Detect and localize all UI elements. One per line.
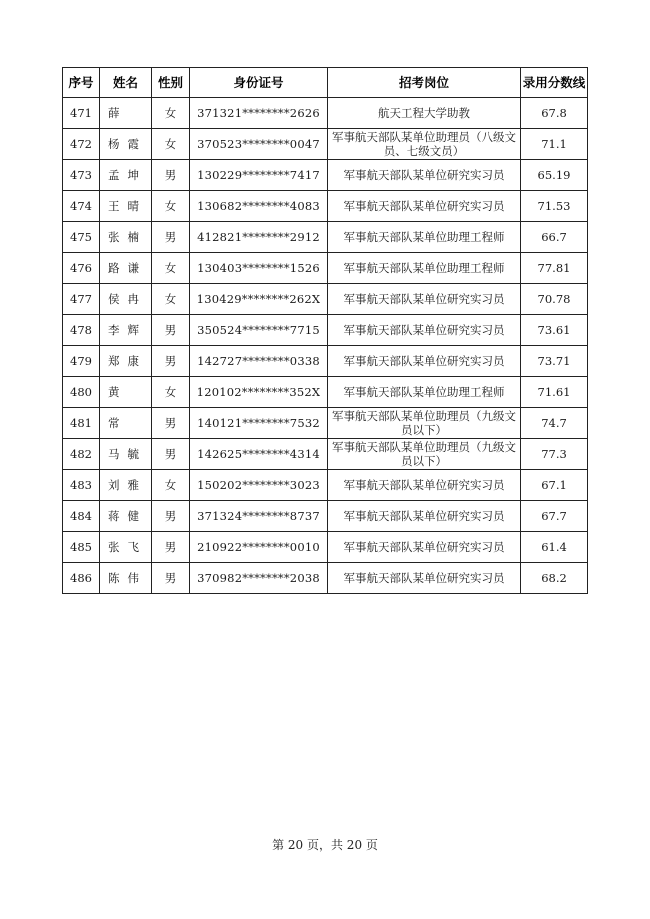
cell-gender: 男 [152, 160, 190, 191]
name-first-char: 侯 [108, 292, 120, 306]
cell-gender: 男 [152, 532, 190, 563]
table-row [63, 98, 588, 129]
header-id: 身份证号 [190, 68, 328, 98]
name-text [100, 261, 151, 275]
name-last-char: 谦 [127, 261, 139, 275]
cell-post: 军事航天部队某单位研究实习员 [328, 501, 521, 532]
name-text [100, 571, 151, 585]
name-last-char: 毓 [127, 447, 139, 461]
header-score: 录用分数线 [521, 68, 588, 98]
name-text [100, 292, 151, 306]
cell-gender: 男 [152, 315, 190, 346]
cell-gender: 女 [152, 253, 190, 284]
name-last-char: 霞 [127, 137, 139, 151]
cell-score: 68.2 [521, 563, 588, 594]
cell-seq: 477 [63, 284, 100, 315]
name-last-char: 辉 [127, 323, 139, 337]
cell-post: 军事航天部队某单位研究实习员 [328, 346, 521, 377]
name-last-char: 坤 [127, 168, 139, 182]
cell-post: 军事航天部队某单位研究实习员 [328, 470, 521, 501]
cell-seq: 475 [63, 222, 100, 253]
cell-score: 73.71 [521, 346, 588, 377]
cell-post: 军事航天部队某单位研究实习员 [328, 315, 521, 346]
name-first-char: 张 [108, 230, 120, 244]
cell-post: 军事航天部队某单位研究实习员 [328, 532, 521, 563]
cell-id: 142625********4314 [190, 439, 328, 470]
name-first-char: 王 [108, 199, 120, 213]
table-row [63, 439, 588, 470]
cell-name [100, 408, 152, 439]
cell-name [100, 377, 152, 408]
table-row [63, 408, 588, 439]
name-first-char: 常 [108, 416, 120, 430]
cell-seq: 485 [63, 532, 100, 563]
cell-gender: 男 [152, 222, 190, 253]
name-text [100, 106, 151, 120]
name-text [100, 416, 151, 430]
cell-seq: 482 [63, 439, 100, 470]
cell-seq: 484 [63, 501, 100, 532]
page-footer: 第 20 页，共 20 页 [272, 838, 378, 852]
cell-score: 70.78 [521, 284, 588, 315]
cell-id: 371321********2626 [190, 98, 328, 129]
cell-name [100, 191, 152, 222]
name-last-char: 康 [127, 354, 139, 368]
name-text [100, 509, 151, 523]
cell-seq: 476 [63, 253, 100, 284]
name-last-char: 飞 [127, 540, 139, 554]
name-first-char: 刘 [108, 478, 120, 492]
cell-post: 军事航天部队某单位研究实习员 [328, 563, 521, 594]
cell-name [100, 315, 152, 346]
name-first-char: 杨 [108, 137, 120, 151]
table-row [63, 160, 588, 191]
cell-gender: 女 [152, 129, 190, 160]
cell-post: 军事航天部队某单位研究实习员 [328, 191, 521, 222]
cell-name [100, 160, 152, 191]
name-text [100, 385, 151, 399]
cell-score: 71.61 [521, 377, 588, 408]
cell-name [100, 284, 152, 315]
cell-name [100, 532, 152, 563]
cell-score: 65.19 [521, 160, 588, 191]
cell-id: 130682********4083 [190, 191, 328, 222]
name-last-char: 晴 [127, 199, 139, 213]
cell-id: 130403********1526 [190, 253, 328, 284]
cell-seq: 483 [63, 470, 100, 501]
cell-post: 军事航天部队某单位助理工程师 [328, 253, 521, 284]
cell-id: 210922********0010 [190, 532, 328, 563]
name-last-char: 伟 [127, 571, 139, 585]
cell-id: 130429********262X [190, 284, 328, 315]
cell-id: 350524********7715 [190, 315, 328, 346]
cell-gender: 男 [152, 501, 190, 532]
name-text [100, 478, 151, 492]
cell-name [100, 501, 152, 532]
name-first-char: 陈 [108, 571, 120, 585]
cell-seq: 486 [63, 563, 100, 594]
cell-score: 67.1 [521, 470, 588, 501]
table-row [63, 377, 588, 408]
name-first-char: 张 [108, 540, 120, 554]
cell-post: 军事航天部队某单位助理员（八级文员、七级文员） [328, 129, 521, 160]
header-name: 姓名 [100, 68, 152, 98]
table-row [63, 284, 588, 315]
name-first-char: 路 [108, 261, 120, 275]
cell-id: 130229********7417 [190, 160, 328, 191]
name-first-char: 郑 [108, 354, 120, 368]
cell-id: 370523********0047 [190, 129, 328, 160]
cell-post: 军事航天部队某单位助理员（九级文员以下） [328, 408, 521, 439]
name-text [100, 540, 151, 554]
table-row [63, 315, 588, 346]
name-last-char: 楠 [127, 230, 139, 244]
cell-score: 71.1 [521, 129, 588, 160]
cell-post: 军事航天部队某单位助理员（九级文员以下） [328, 439, 521, 470]
cell-seq: 479 [63, 346, 100, 377]
cell-name [100, 129, 152, 160]
cell-id: 150202********3023 [190, 470, 328, 501]
cell-id: 370982********2038 [190, 563, 328, 594]
cell-gender: 男 [152, 563, 190, 594]
name-text [100, 168, 151, 182]
cell-seq: 480 [63, 377, 100, 408]
table-row [63, 129, 588, 160]
cell-gender: 男 [152, 346, 190, 377]
name-first-char: 蒋 [108, 509, 120, 523]
cell-post: 军事航天部队某单位研究实习员 [328, 284, 521, 315]
table-header-row [63, 68, 588, 98]
cell-name [100, 346, 152, 377]
cell-gender: 女 [152, 98, 190, 129]
table-row [63, 346, 588, 377]
table-row [63, 191, 588, 222]
cell-gender: 男 [152, 408, 190, 439]
results-table [62, 67, 588, 594]
cell-seq: 471 [63, 98, 100, 129]
cell-gender: 男 [152, 439, 190, 470]
table-row [63, 470, 588, 501]
cell-name [100, 563, 152, 594]
cell-id: 412821********2912 [190, 222, 328, 253]
table-row [63, 563, 588, 594]
name-first-char: 薛 [108, 106, 120, 120]
header-gender: 性别 [152, 68, 190, 98]
name-last-char: 健 [127, 509, 139, 523]
cell-gender: 女 [152, 191, 190, 222]
table-row [63, 222, 588, 253]
cell-name [100, 253, 152, 284]
cell-gender: 女 [152, 284, 190, 315]
table-row [63, 253, 588, 284]
name-text [100, 199, 151, 213]
cell-score: 77.3 [521, 439, 588, 470]
name-first-char: 马 [108, 447, 120, 461]
table-row [63, 501, 588, 532]
name-last-char: 雅 [127, 478, 139, 492]
cell-score: 67.8 [521, 98, 588, 129]
cell-gender: 女 [152, 377, 190, 408]
table-body [63, 98, 588, 594]
name-text [100, 354, 151, 368]
cell-name [100, 439, 152, 470]
cell-gender: 女 [152, 470, 190, 501]
header-seq: 序号 [63, 68, 100, 98]
cell-post: 军事航天部队某单位研究实习员 [328, 160, 521, 191]
name-first-char: 黄 [108, 385, 120, 399]
table-row [63, 532, 588, 563]
cell-name [100, 222, 152, 253]
name-last-char: 冉 [127, 292, 139, 306]
name-text [100, 230, 151, 244]
name-text [100, 447, 151, 461]
name-first-char: 李 [108, 323, 120, 337]
cell-score: 66.7 [521, 222, 588, 253]
cell-id: 142727********0338 [190, 346, 328, 377]
cell-seq: 472 [63, 129, 100, 160]
name-text [100, 137, 151, 151]
cell-post: 军事航天部队某单位助理工程师 [328, 377, 521, 408]
cell-score: 73.61 [521, 315, 588, 346]
cell-seq: 481 [63, 408, 100, 439]
cell-seq: 473 [63, 160, 100, 191]
cell-post: 航天工程大学助教 [328, 98, 521, 129]
cell-id: 140121********7532 [190, 408, 328, 439]
name-first-char: 孟 [108, 168, 120, 182]
cell-score: 77.81 [521, 253, 588, 284]
cell-name [100, 470, 152, 501]
cell-id: 120102********352X [190, 377, 328, 408]
cell-seq: 474 [63, 191, 100, 222]
cell-name [100, 98, 152, 129]
header-post: 招考岗位 [328, 68, 521, 98]
cell-score: 61.4 [521, 532, 588, 563]
name-text [100, 323, 151, 337]
cell-score: 74.7 [521, 408, 588, 439]
cell-post: 军事航天部队某单位助理工程师 [328, 222, 521, 253]
cell-score: 67.7 [521, 501, 588, 532]
cell-id: 371324********8737 [190, 501, 328, 532]
cell-score: 71.53 [521, 191, 588, 222]
cell-seq: 478 [63, 315, 100, 346]
